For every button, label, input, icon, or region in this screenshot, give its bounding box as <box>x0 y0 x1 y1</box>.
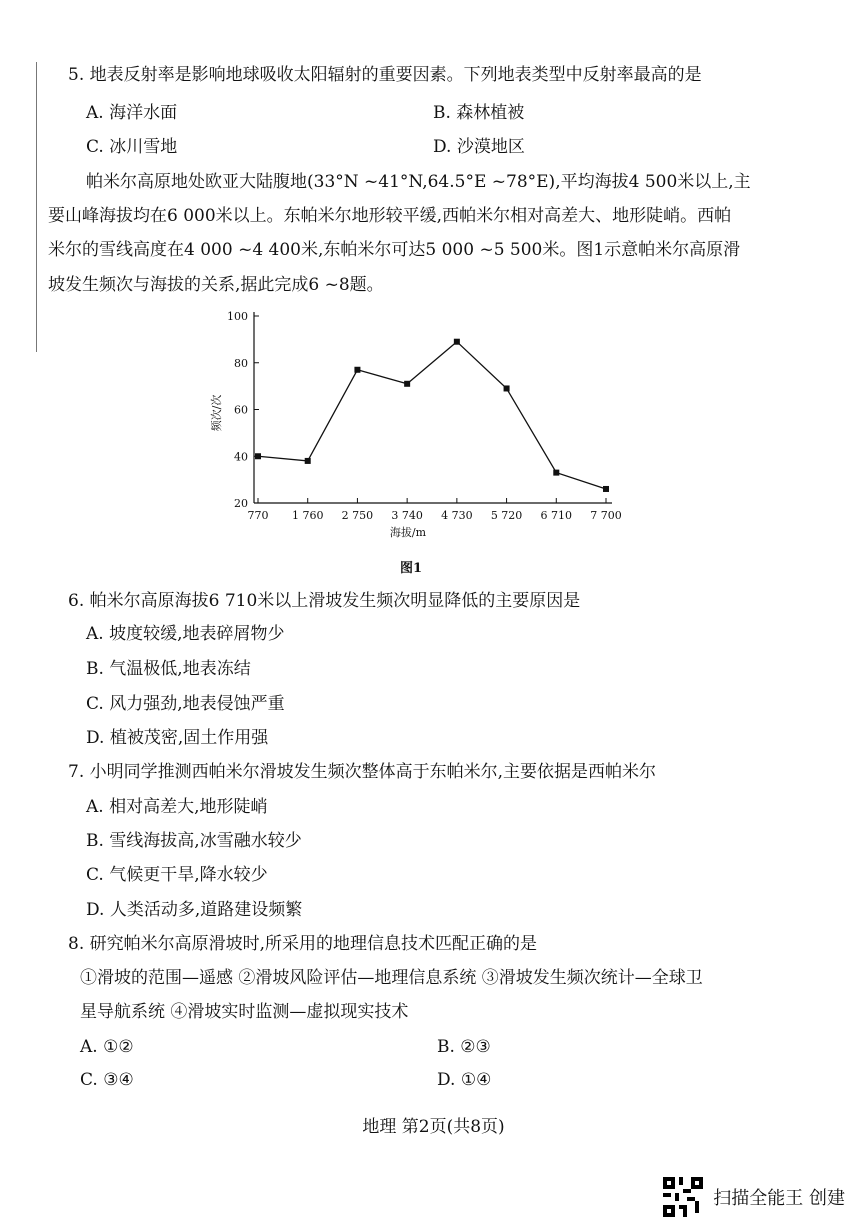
question-6-stem: 6. 帕米尔高原海拔6 710米以上滑坡发生频次明显降低的主要原因是 <box>68 591 581 611</box>
x-tick-label: 7 700 <box>590 509 622 522</box>
y-tick-label: 100 <box>227 310 248 323</box>
data-point <box>305 458 311 464</box>
question-7-option-d: D. 人类活动多,道路建设频繁 <box>86 900 303 920</box>
y-tick-label: 80 <box>234 356 248 370</box>
question-7-option-a: A. 相对高差大,地形陡峭 <box>86 797 268 817</box>
passage-line-1: 帕米尔高原地处欧亚大陆腹地(33°N ~41°N,64.5°E ~78°E),平均海拔4 500米以上,主 <box>86 172 751 192</box>
passage-line-2: 要山峰海拔均在6 000米以上。东帕米尔地形较平缓,西帕米尔相对高差大、地形陡峭。西帕 <box>48 206 732 226</box>
y-axis-label: 频次/次 <box>210 394 223 432</box>
data-point <box>504 385 510 391</box>
scanner-stamp-text: 扫描全能王 创建 <box>713 1188 845 1209</box>
data-point <box>255 453 261 459</box>
question-5-option-c: C. 冰川雪地 <box>86 137 178 157</box>
question-8-statements-line-1: ①滑坡的范围—遥感 ②滑坡风险评估—地理信息系统 ③滑坡发生频次统计—全球卫 <box>80 968 703 988</box>
question-6-option-a: A. 坡度较缓,地表碎屑物少 <box>86 624 285 644</box>
question-5-stem: 5. 地表反射率是影响地球吸收太阳辐射的重要因素。下列地表类型中反射率最高的是 <box>68 65 702 85</box>
question-6-option-c: C. 风力强劲,地表侵蚀严重 <box>86 694 285 714</box>
question-8-option-b: B. ②③ <box>437 1037 491 1057</box>
question-7-stem: 7. 小明同学推测西帕米尔滑坡发生频次整体高于东帕米尔,主要依据是西帕米尔 <box>68 762 657 782</box>
question-6-option-b: B. 气温极低,地表冻结 <box>86 659 251 679</box>
question-6-option-d: D. 植被茂密,固土作用强 <box>86 728 269 748</box>
x-tick-label: 4 730 <box>441 509 473 522</box>
question-8-option-d: D. ①④ <box>437 1070 492 1090</box>
x-tick-label: 3 740 <box>391 509 423 522</box>
x-tick-label: 2 750 <box>341 509 374 522</box>
question-5-option-b: B. 森林植被 <box>433 103 525 123</box>
x-tick-label: 5 720 <box>490 509 523 522</box>
passage-line-3: 米尔的雪线高度在4 000 ~4 400米,东帕米尔可达5 000 ~5 500米。图1示意帕米尔高原滑 <box>48 240 741 260</box>
data-point <box>454 339 460 345</box>
figure-caption: 图1 <box>400 561 423 576</box>
x-tick-label: 1 760 <box>291 509 324 522</box>
qr-code-icon <box>663 1177 703 1217</box>
landslide-frequency-chart <box>196 303 636 548</box>
series-line <box>258 342 606 489</box>
x-tick-label: 6 710 <box>540 509 573 522</box>
data-point <box>603 486 609 492</box>
question-7-option-c: C. 气候更干旱,降水较少 <box>86 865 268 885</box>
question-8-option-c: C. ③④ <box>80 1070 134 1090</box>
question-8-stem: 8. 研究帕米尔高原滑坡时,所采用的地理信息技术匹配正确的是 <box>68 934 538 954</box>
question-7-option-b: B. 雪线海拔高,冰雪融水较少 <box>86 831 302 851</box>
y-tick-label: 20 <box>234 497 248 510</box>
margin-line <box>36 62 37 352</box>
passage-line-4: 坡发生频次与海拔的关系,据此完成6 ~8题。 <box>48 275 384 295</box>
series-frequency <box>255 339 609 492</box>
x-ticks <box>248 498 622 522</box>
question-5-option-a: A. 海洋水面 <box>86 103 178 123</box>
question-8-option-a: A. ①② <box>80 1037 134 1057</box>
page-footer: 地理 第2页(共8页) <box>362 1117 505 1137</box>
question-8-statements-line-2: 星导航系统 ④滑坡实时监测—虚拟现实技术 <box>80 1002 409 1022</box>
scanner-watermark <box>663 1174 845 1220</box>
data-point <box>553 470 559 476</box>
y-tick-label: 60 <box>234 403 248 417</box>
question-5-option-d: D. 沙漠地区 <box>433 137 525 157</box>
x-tick-label: 770 <box>247 509 269 522</box>
x-axis-label: 海拔/m <box>389 526 427 539</box>
data-point <box>354 367 360 373</box>
data-point <box>404 381 410 387</box>
y-tick-label: 40 <box>234 450 248 464</box>
